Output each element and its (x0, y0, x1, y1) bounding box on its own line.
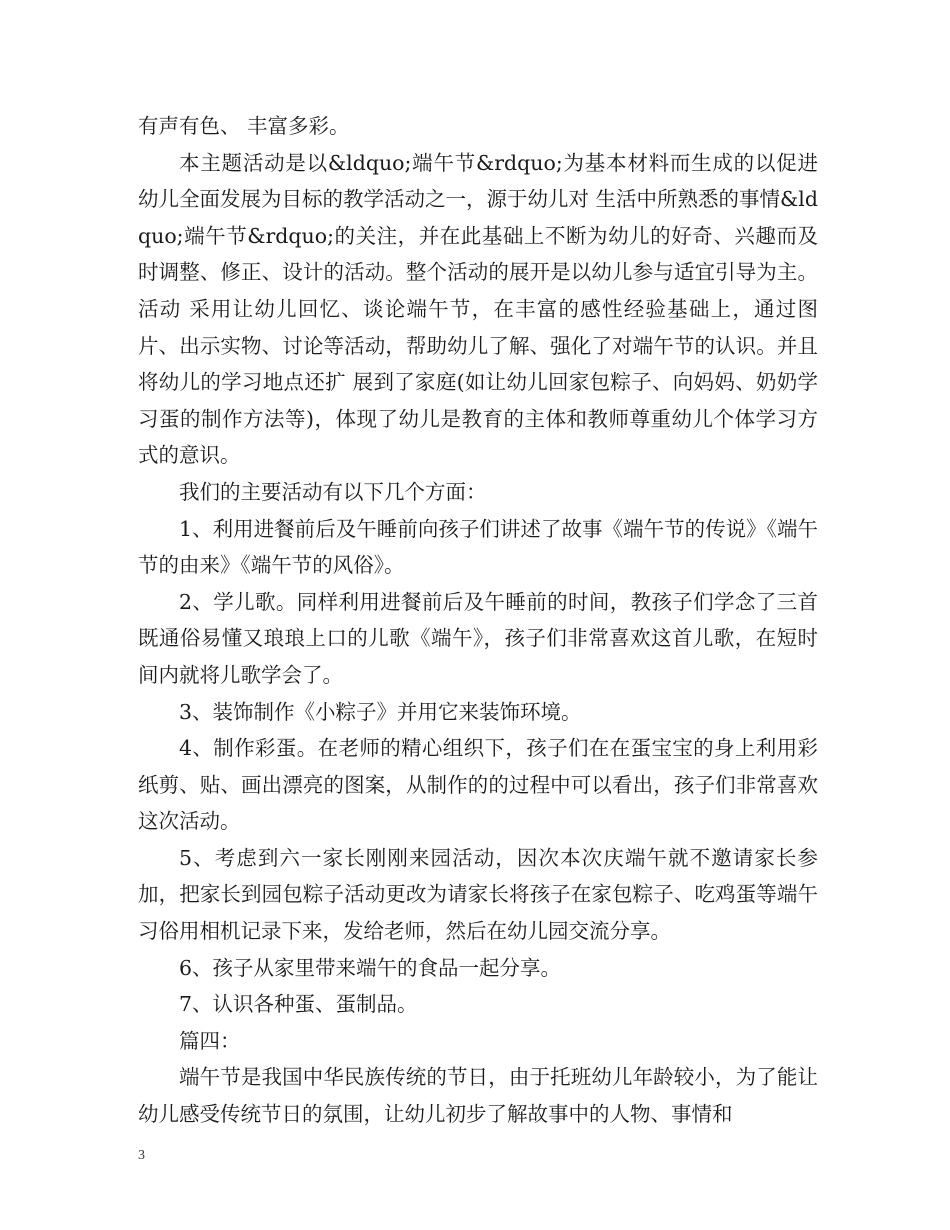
paragraph-6: 4、制作彩蛋。在老师的精心组织下，孩子们在在蛋宝宝的身上利用彩纸剪、贴、画出漂亮的图案，从制作的的过程中可以看出，孩子们非常喜欢这次活动。 (138, 736, 818, 834)
paragraph-10: 篇四： (179, 1028, 241, 1053)
paragraph-8: 6、孩子从家里带来端午的食品一起分享。 (179, 955, 562, 980)
paragraph-9: 7、认识各种蛋、蛋制品。 (179, 992, 418, 1017)
page-number: 3 (138, 1148, 145, 1163)
paragraph-7: 5、考虑到六一家长刚刚来园活动，因次本次庆端午就不邀请家长参加，把家长到园包粽子活动更改为请家长将孩子在家包粽子、吃鸡蛋等端午习俗用相机记录下来，发给老师，然后在幼儿园交流分享。 (138, 845, 818, 944)
paragraph-3: 1、利用进餐前后及午睡前向孩子们讲述了故事《端午节的传说》《端午节的由来》《端午节的风俗》。 (138, 516, 818, 578)
paragraph-1: 本主题活动是以&ldquo;端午节&rdquo;为基本材料而生成的以促进幼儿全面发展为目标的教学活动之一，源于幼儿对 生活中所熟悉的事情&ldquo;端午节&rdquo;的关注，并在此基础上不断为幼儿的好奇、兴趣而及时调整、修正、设计的活动。整个活动的展开是以幼儿参与适宜引导为主。活动 采用让幼儿回忆、谈论端午节，在丰富的感性经验基础上，通过图片、出示实物、讨论等活动，帮助幼儿了解、强化了对端午节的认识。并且将幼儿的学习地点还扩 展到了家庭(如让幼儿回家包粽子、向妈妈、奶奶学习蛋的制作方法等)，体现了幼儿是教育的主体和教师尊重幼儿个体学习方式的意识。 (138, 150, 818, 468)
paragraph-0: 有声有色、 丰富多彩。 (138, 114, 350, 138)
document-body (138, 108, 818, 1133)
paragraph-4: 2、学儿歌。同样利用进餐前后及午睡前的时间，教孩子们学念了三首既通俗易懂又琅琅上口的儿歌《端午》，孩子们非常喜欢这首儿歌，在短时间内就将儿歌学会了。 (138, 589, 818, 687)
paragraph-2: 我们的主要活动有以下几个方面： (179, 479, 487, 504)
paragraph-11: 端午节是我国中华民族传统的节日，由于托班幼儿年龄较小，为了能让幼儿感受传统节日的氛围，让幼儿初步了解故事中的人物、事情和 (138, 1065, 818, 1127)
paragraph-5: 3、装饰制作《小粽子》并用它来装饰环境。 (179, 699, 582, 724)
